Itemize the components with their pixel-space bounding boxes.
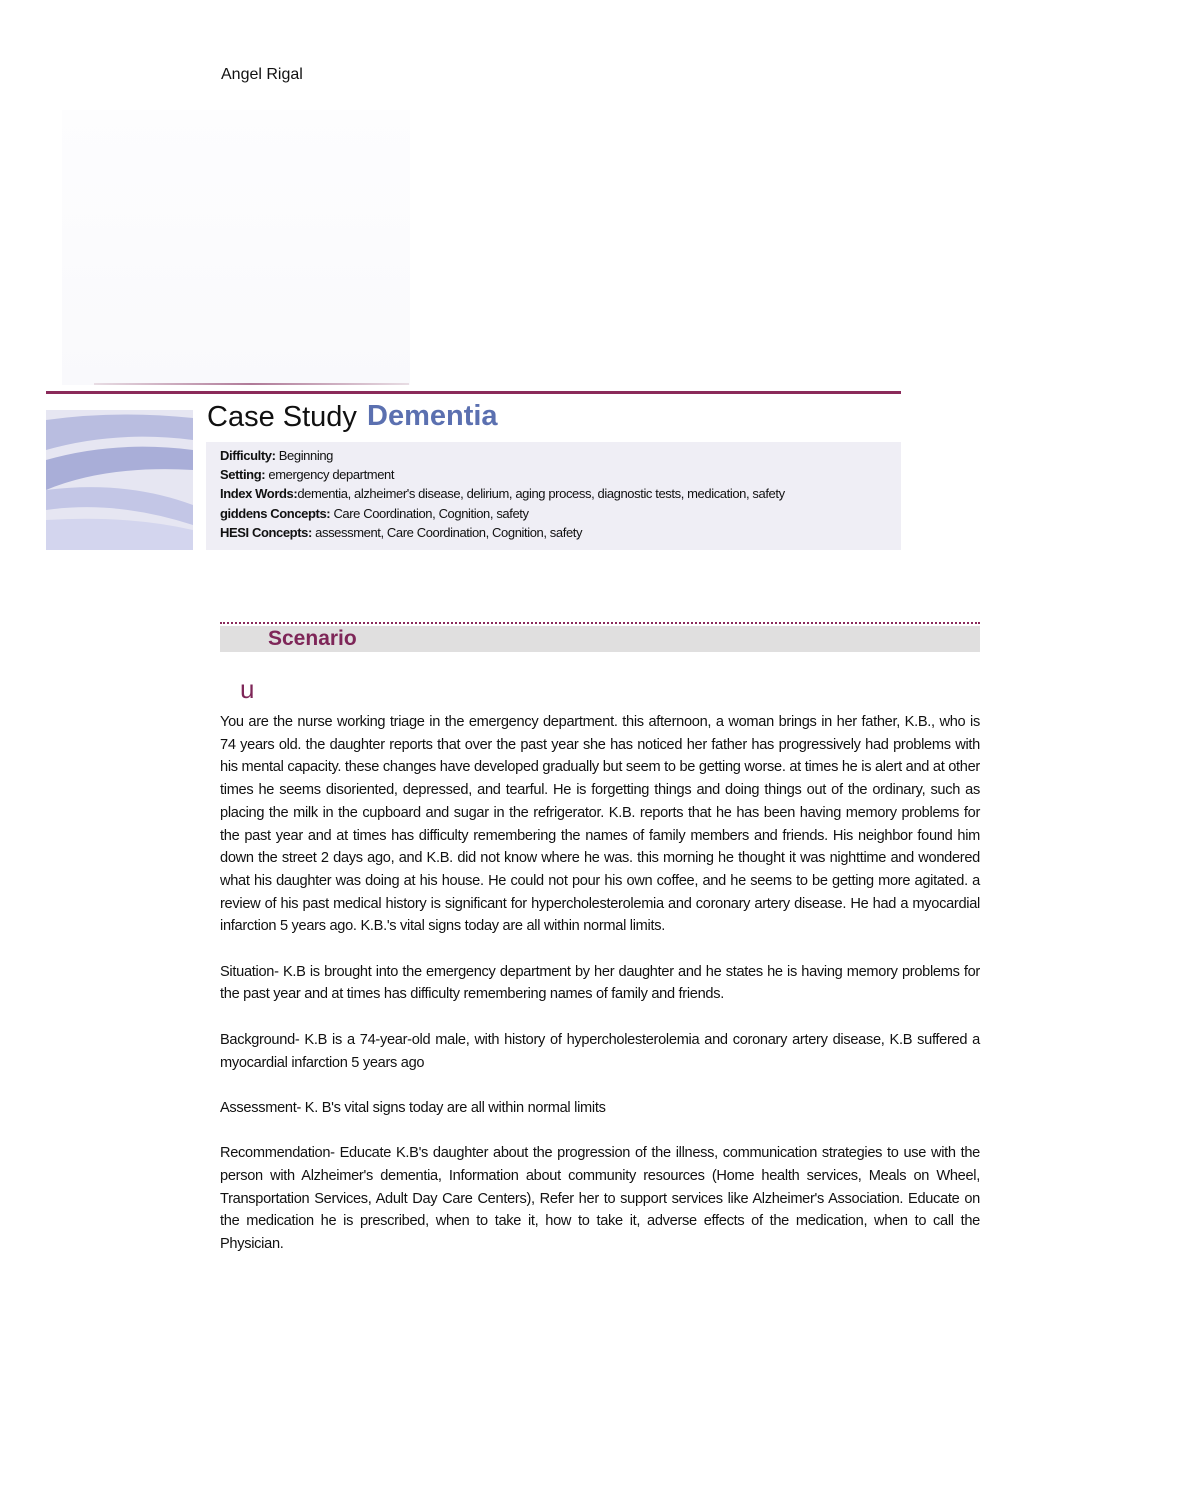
header-rule [46,391,901,394]
author-name: Angel Rigal [221,66,303,83]
wave-graphic [46,410,193,550]
meta-setting: Setting: emergency department [220,467,395,482]
faded-divider [94,383,409,385]
situation-paragraph: Situation- K.B is brought into the emergency department by her daughter and he states he is having memory problems for the past year and at times has difficulty remembering names of family and friends. [220,963,980,1003]
meta-giddens: giddens Concepts: Care Coordination, Cognition, safety [220,506,529,521]
dotted-divider [220,622,980,624]
topic-title: Dementia [367,400,498,432]
scenario-paragraph: You are the nurse working triage in the emergency department. this afternoon, a woman brings in her father, K.B., who is 74 years old. the daughter reports that over the past year she has noticed her father has progressively had problems with his mental capacity. these changes have developed gradually but seem to be getting worse. at times he is alert and at other times he seems disoriented, depressed, and tearful. He is forgetting things and doing things out of the ordinary, such as placing the milk in the cupboard and sugar in the refrigerator. K.B. reports that he has been having memory problems for the past year and at times has difficulty remembering the names of family members and friends. His neighbor found him down the street 2 days ago, and K.B. did not know where he was. this morning he thought it was nighttime and wondered what his daughter was doing at his house. He could not pour his own coffee, and he seems to be getting more agitated. a review of his past medical history is significant for hypercholesterolemia and coronary artery disease. He had a myocardial infarction 5 years ago. K.B.'s vital signs today are all within normal limits. [220,714,980,935]
recommendation-paragraph: Recommendation- Educate K.B's daughter about the progression of the illness, communication strategies to use with the person with Alzheimer's dementia, Information about community resources (Home health services, Meals on Wheel, Transportation Services, Adult Day Care Centers), Refer her to support services like Alzheimer's Association. Educate on the medication he is prescribed, when to take it, how to take it, adverse effects of the medication, when to call the Physician. [220,1145,980,1253]
section-title: Scenario [268,627,357,650]
section-marker: u [240,674,255,704]
background-paragraph: Background- K.B is a 74-year-old male, with history of hypercholesterolemia and coronary artery disease, K.B suffered a myocardial infarction 5 years ago [220,1031,980,1071]
meta-difficulty: Difficulty: Beginning [220,448,333,463]
faded-image [62,110,410,385]
meta-hesi: HESI Concepts: assessment, Care Coordination, Cognition, safety [220,525,583,540]
case-study-label: Case Study [207,401,357,433]
scenario-body [220,711,980,1279]
meta-index-words: Index Words:dementia, alzheimer's disease, delirium, aging process, diagnostic tests, medication, safety [220,486,785,501]
assessment-paragraph: Assessment- K. B's vital signs today are all within normal limits [220,1099,606,1116]
